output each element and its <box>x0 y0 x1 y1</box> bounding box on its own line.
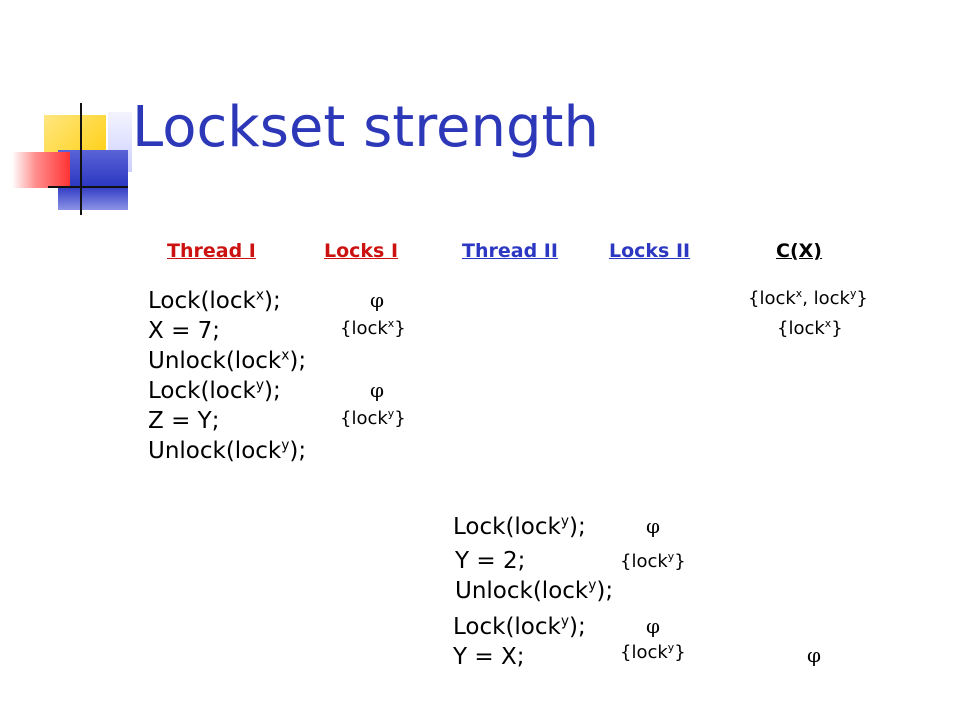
thread2-line: Y = 2; <box>455 548 526 574</box>
thread1-line: Z = Y; <box>148 408 220 434</box>
vertical-line-shape <box>80 103 82 215</box>
header-locks-1: Locks I <box>324 240 399 262</box>
slide-logo-decoration <box>0 0 140 230</box>
slide-title: Lockset strength <box>132 95 599 160</box>
thread1-line: X = 7; <box>148 318 221 344</box>
horizontal-line-shape <box>48 186 128 188</box>
thread2-line: Y = X; <box>453 644 525 670</box>
red-square-shape <box>12 152 70 188</box>
locks1-lockset: {lock$^x$} <box>340 317 406 339</box>
thread2-line: Lock(lock$^y$); <box>453 513 586 540</box>
locks2-empty-set: φ <box>646 614 661 638</box>
header-cx: C(X) <box>776 240 822 262</box>
locks1-empty-set: φ <box>370 378 385 402</box>
locks2-lockset: {lock$^y$} <box>620 641 686 663</box>
locks2-empty-set: φ <box>646 514 661 538</box>
thread1-line: Unlock(lock$^x$); <box>148 347 307 374</box>
header-locks-2: Locks II <box>609 240 691 262</box>
thread1-line: Lock(lock$^x$); <box>148 287 281 314</box>
locks2-lockset: {lock$^y$} <box>620 550 686 572</box>
thread2-line: Unlock(lock$^y$); <box>455 577 614 604</box>
thread1-line: Unlock(lock$^y$); <box>148 437 307 464</box>
locks1-empty-set: φ <box>370 288 385 312</box>
thread1-line: Lock(lock$^y$); <box>148 377 281 404</box>
header-thread-2: Thread II <box>462 240 558 262</box>
header-thread-1: Thread I <box>167 240 256 262</box>
locks1-lockset: {lock$^y$} <box>340 407 406 429</box>
cx-empty-set: φ <box>807 643 822 667</box>
thread2-line: Lock(lock$^y$); <box>453 613 586 640</box>
cx-lockset-both: {lock$^x$, lock$^y$} <box>748 287 868 309</box>
cx-lockset-x: {lock$^x$} <box>777 317 843 339</box>
